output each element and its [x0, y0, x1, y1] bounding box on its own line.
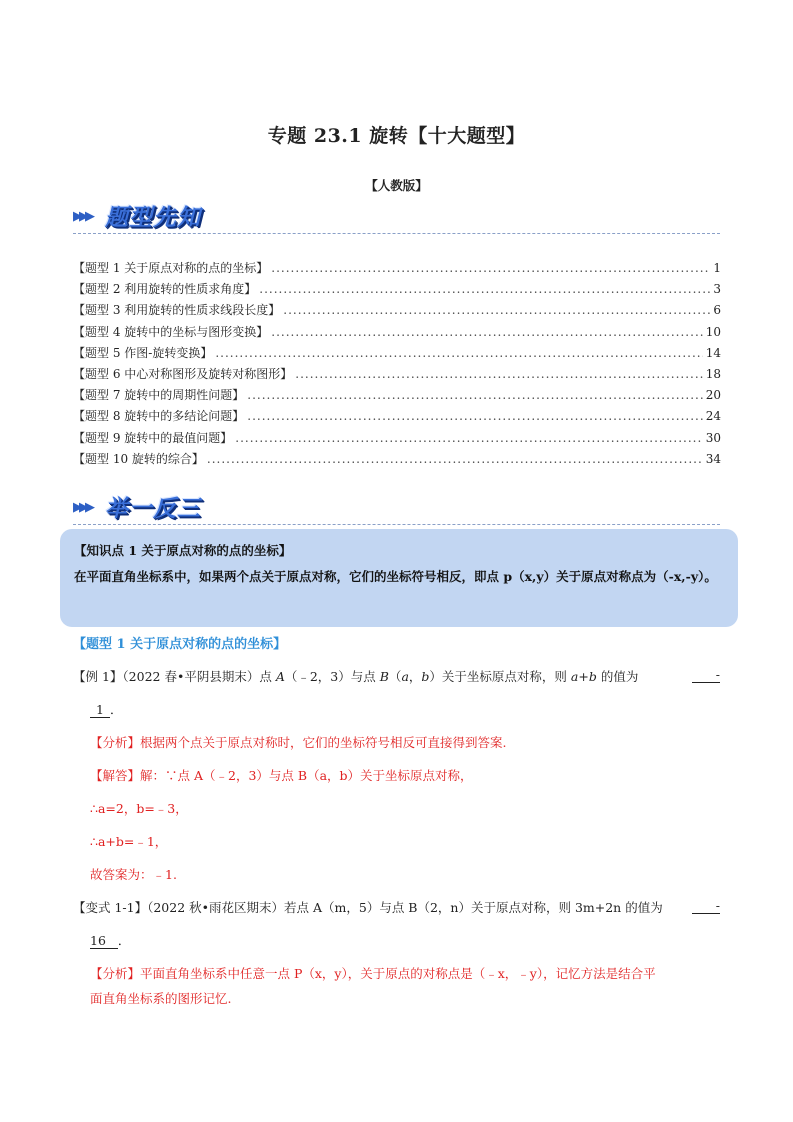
toc-leader-dots — [235, 431, 702, 445]
section-header-examples — [73, 490, 720, 524]
toc-entry[interactable] — [73, 280, 721, 301]
example-1-step-1: ∴a=2，b=﹣3， — [90, 801, 188, 816]
toc-entry[interactable] — [73, 259, 721, 280]
toc-leader-dots — [207, 452, 703, 466]
section-banner: 举一反三 — [105, 495, 201, 522]
section-header-question-types — [73, 199, 720, 233]
toc-entry-label: 【题型 10 旋转的综合】 — [73, 451, 204, 466]
toc-entry-page: 3 — [713, 282, 721, 297]
toc-leader-dots — [259, 282, 710, 296]
variant-1-1-answer-blank: - — [692, 898, 720, 914]
example-1-analysis: 【分析】根据两个点关于原点对称时，它们的坐标符号相反可直接得到答案. — [90, 735, 507, 750]
variant-1-1-answer-value: 16 — [90, 933, 118, 949]
toc-entry-label: 【题型 8 旋转中的多结论问题】 — [73, 409, 245, 424]
toc-entry-label: 【题型 9 旋转中的最值问题】 — [73, 430, 233, 445]
toc-entry-label: 【题型 1 关于原点对称的点的坐标】 — [73, 261, 269, 275]
variant-1-1-answer-line: 16 ． — [90, 933, 131, 948]
toc-entry-label: 【题型 3 利用旋转的性质求线段长度】 — [73, 303, 281, 318]
toc-leader-dots — [295, 367, 702, 381]
toc-entry[interactable] — [73, 301, 721, 322]
example-1-answer-line: 1 ． — [90, 700, 720, 720]
example-1-final-answer: 故答案为：﹣1. — [90, 867, 177, 882]
toc-entry-label: 【题型 2 利用旋转的性质求角度】 — [73, 282, 257, 297]
toc-entry-page: 24 — [705, 409, 721, 424]
example-1-step-2: ∴a+b=﹣1， — [90, 834, 168, 849]
toc-entry[interactable] — [73, 386, 721, 407]
knowledge-point-box — [60, 529, 738, 627]
divider — [73, 524, 720, 525]
toc-leader-dots — [283, 303, 710, 317]
toc-entry-page: 18 — [705, 366, 721, 381]
variant-1-1-question: 【变式 1-1】（2022 秋•雨花区期末）若点 A（m，5）与点 B（2，n）关于原点对称，则 3m+2n 的值为 — [73, 900, 663, 915]
example-1-answer-blank: - — [692, 667, 720, 683]
example-1-question: 【例 1】（2022 春•平阴县期末）点 A（﹣2，3）与点 B（a，b）关于坐标原点对称，则 a+b 的值为 — [73, 669, 639, 684]
knowledge-title: 【知识点 1 关于原点对称的点的坐标】 — [74, 543, 292, 558]
section-banner: 题型先知 — [105, 204, 201, 231]
toc-entry[interactable] — [73, 323, 721, 344]
edition-label: 【人教版】 — [365, 178, 428, 193]
toc-leader-dots — [247, 388, 702, 402]
toc-leader-dots — [215, 346, 702, 360]
toc-entry[interactable] — [73, 344, 721, 365]
question-type-title: 【题型 1 关于原点对称的点的坐标】 — [73, 637, 287, 652]
variant-1-1-analysis-line-2: 面直角坐标系的图形记忆. — [90, 991, 232, 1006]
toc-entry-label: 【题型 4 旋转中的坐标与图形变换】 — [73, 324, 269, 339]
toc-leader-dots — [247, 409, 702, 423]
example-1-solution: 【解答】解：∵点 A（﹣2，3）与点 B（a，b）关于坐标原点对称， — [90, 768, 473, 783]
example-1-answer-value: 1 — [90, 702, 110, 718]
toc-entry-page: 34 — [705, 451, 721, 466]
table-of-contents — [73, 259, 721, 471]
toc-entry[interactable] — [73, 450, 721, 471]
toc-entry-page: 14 — [705, 345, 721, 360]
toc-entry-page: 10 — [705, 324, 721, 339]
toc-entry-page: 1 — [713, 261, 721, 275]
toc-entry-label: 【题型 5 作图-旋转变换】 — [73, 345, 213, 360]
divider — [73, 233, 720, 234]
toc-entry-page: 30 — [705, 430, 721, 445]
page-title: 专题 23.1 旋转【十大题型】 — [267, 125, 526, 147]
toc-entry[interactable] — [73, 407, 721, 428]
toc-entry-page: 6 — [713, 303, 721, 318]
triple-arrow-icon: ▶▶▶ — [73, 209, 91, 224]
toc-leader-dots — [271, 325, 702, 339]
toc-entry-label: 【题型 6 中心对称图形及旋转对称图形】 — [73, 366, 293, 381]
triple-arrow-icon: ▶▶▶ — [73, 500, 91, 515]
toc-entry[interactable] — [73, 429, 721, 450]
toc-entry[interactable] — [73, 365, 721, 386]
variant-1-1-analysis-line-1: 【分析】平面直角坐标系中任意一点 P（x，y），关于原点的对称点是（﹣x，﹣y），记忆方法是结合平 — [90, 966, 656, 981]
toc-leader-dots — [271, 261, 710, 275]
knowledge-text: 在平面直角坐标系中，如果两个点关于原点对称，它们的坐标符号相反，即点 p（x,y）关于原点对称点为（-x,-y）。 — [74, 569, 717, 584]
toc-entry-label: 【题型 7 旋转中的周期性问题】 — [73, 388, 245, 403]
toc-entry-page: 20 — [705, 388, 721, 403]
